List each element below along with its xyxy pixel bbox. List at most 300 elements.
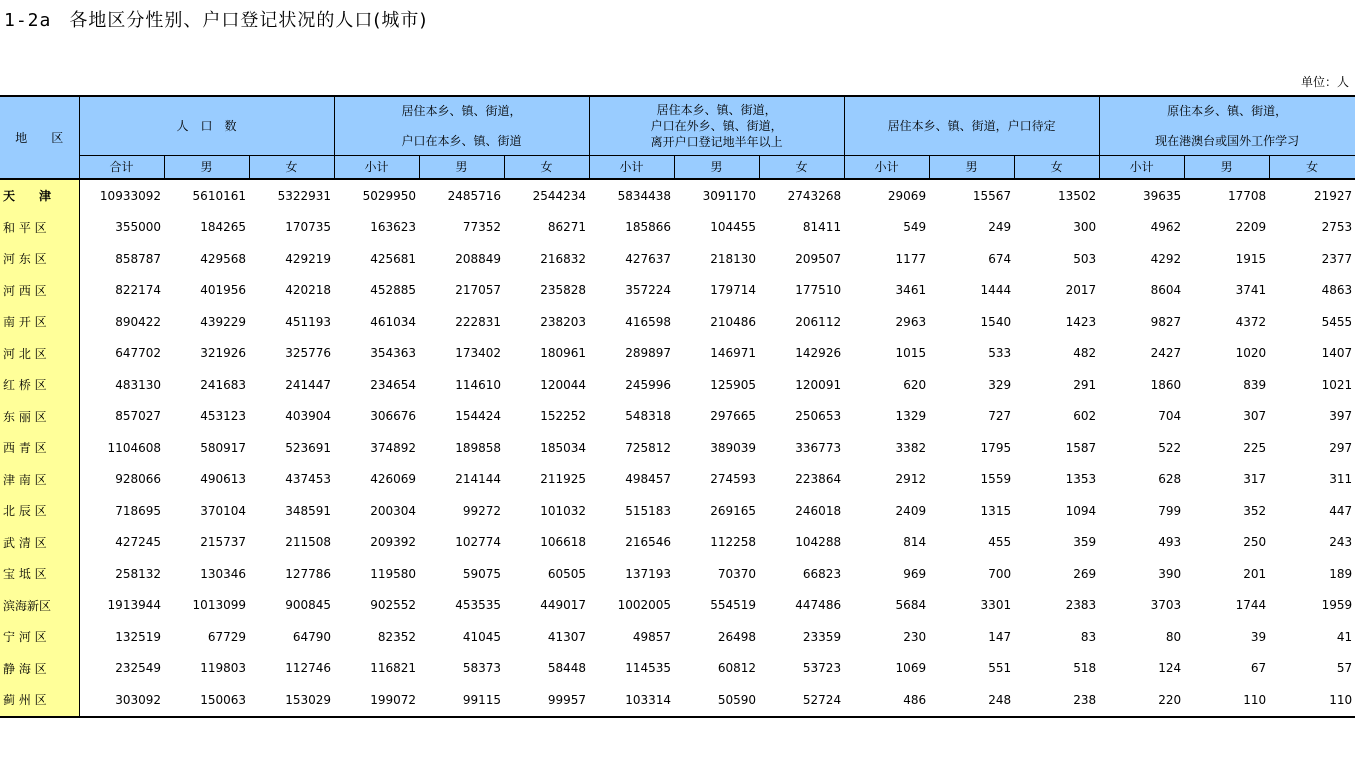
cell-value: 523691 (285, 440, 332, 455)
cell-value: 397 (1329, 409, 1353, 424)
page-title (4, 6, 427, 32)
cell-value: 41307 (547, 629, 587, 644)
cell-value: 49857 (632, 629, 672, 644)
cell-value: 1020 (1235, 346, 1267, 361)
cell-value: 132519 (115, 629, 161, 644)
cell-value: 82352 (377, 629, 417, 644)
region-name: 河 北 区 (0, 338, 79, 370)
cell-value: 307 (1243, 409, 1267, 424)
sub-header-row (0, 156, 1355, 180)
group-header-line: 居住本乡、镇、街道， (401, 104, 522, 118)
cell-value: 39 (1250, 629, 1267, 644)
table-code: 1-2a (4, 10, 52, 31)
cell-value: 289897 (625, 346, 672, 361)
cell-value: 799 (1158, 503, 1182, 518)
cell-value: 2743268 (759, 179, 844, 212)
cell-value: 53723 (802, 661, 842, 676)
cell-value: 5322931 (249, 179, 334, 212)
cell-value: 209392 (370, 535, 417, 550)
group-header-line: 居住本乡、镇、街道，户口待定 (887, 119, 1056, 133)
sub-header: 小计 (334, 156, 419, 180)
cell-value: 1915 (1235, 251, 1267, 266)
cell-value: 119803 (200, 661, 246, 676)
cell-value: 455 (988, 535, 1012, 550)
sub-header: 女 (249, 156, 334, 180)
cell-value: 200304 (370, 503, 417, 518)
cell-value: 4372 (1235, 314, 1267, 329)
cell-value: 41 (1336, 629, 1353, 644)
cell-value: 59075 (462, 566, 502, 581)
group-header-line: 现在港澳台或国外工作学习 (1155, 134, 1300, 148)
cell-value: 232549 (115, 661, 161, 676)
cell-value: 235828 (540, 283, 587, 298)
cell-value: 222831 (455, 314, 502, 329)
cell-value: 498457 (625, 472, 672, 487)
cell-value: 269 (1073, 566, 1097, 581)
cell-value: 26498 (717, 629, 757, 644)
cell-value: 250 (1243, 535, 1267, 550)
cell-value: 120044 (540, 377, 587, 392)
cell-value: 1094 (1065, 503, 1097, 518)
cell-value: 311 (1329, 472, 1353, 487)
cell-value: 223864 (795, 472, 842, 487)
cell-value: 426069 (370, 472, 417, 487)
cell-value: 52724 (759, 684, 844, 717)
cell-value: 427245 (115, 535, 161, 550)
cell-value: 86271 (547, 220, 587, 235)
table-row (0, 338, 1355, 370)
cell-value: 1407 (1321, 346, 1353, 361)
region-name: 和 平 区 (0, 212, 79, 244)
region-name: 静 海 区 (0, 653, 79, 685)
cell-value: 116821 (370, 661, 417, 676)
cell-value: 403904 (285, 409, 332, 424)
table-row (0, 179, 1355, 212)
group-header-hukou-pending (844, 96, 1099, 156)
region-name: 西 青 区 (0, 432, 79, 464)
cell-value: 210486 (710, 314, 757, 329)
cell-value: 822174 (115, 283, 161, 298)
cell-value: 551 (988, 661, 1012, 676)
cell-value: 39635 (1099, 179, 1184, 212)
cell-value: 3091170 (674, 179, 759, 212)
cell-value: 147 (988, 629, 1012, 644)
table-row (0, 495, 1355, 527)
region-name: 南 开 区 (0, 306, 79, 338)
group-header-local-hukou (334, 96, 589, 156)
cell-value: 225 (1243, 440, 1267, 455)
cell-value: 1959 (1321, 598, 1353, 613)
cell-value: 297 (1329, 440, 1353, 455)
cell-value: 3703 (1150, 598, 1182, 613)
cell-value: 238203 (540, 314, 587, 329)
cell-value: 354363 (370, 346, 417, 361)
cell-value: 211925 (540, 472, 587, 487)
cell-value: 184265 (200, 220, 246, 235)
cell-value: 674 (988, 251, 1012, 266)
cell-value: 427637 (625, 251, 672, 266)
cell-value: 2383 (1065, 598, 1097, 613)
cell-value: 120091 (795, 377, 842, 392)
cell-value: 439229 (200, 314, 246, 329)
sub-header: 合计 (79, 156, 164, 180)
cell-value: 23359 (802, 629, 842, 644)
cell-value: 355000 (115, 220, 161, 235)
region-name: 河 西 区 (0, 275, 79, 307)
sub-header: 男 (419, 156, 504, 180)
cell-value: 29069 (844, 179, 929, 212)
region-name: 宁 河 区 (0, 621, 79, 653)
cell-value: 206112 (795, 314, 842, 329)
cell-value: 300 (1073, 220, 1097, 235)
cell-value: 5610161 (164, 179, 249, 212)
cell-value: 359 (1073, 535, 1097, 550)
cell-value: 727 (988, 409, 1012, 424)
table-row (0, 653, 1355, 685)
cell-value: 112746 (285, 661, 332, 676)
cell-value: 10933092 (79, 179, 164, 212)
table-row (0, 590, 1355, 622)
cell-value: 628 (1158, 472, 1182, 487)
cell-value: 70370 (717, 566, 757, 581)
cell-value: 2209 (1235, 220, 1267, 235)
cell-value: 2017 (1065, 283, 1097, 298)
table-row (0, 212, 1355, 244)
cell-value: 127786 (285, 566, 332, 581)
cell-value: 5834438 (589, 179, 674, 212)
cell-value: 420218 (285, 283, 332, 298)
table-row (0, 401, 1355, 433)
group-header-line: 户口在本乡、镇、街道 (401, 134, 522, 148)
cell-value: 348591 (285, 503, 332, 518)
cell-value: 220 (1099, 684, 1184, 717)
cell-value: 50590 (674, 684, 759, 717)
cell-value: 101032 (540, 503, 587, 518)
cell-value: 533 (988, 346, 1012, 361)
cell-value: 2409 (895, 503, 927, 518)
cell-value: 447 (1329, 503, 1353, 518)
cell-value: 1559 (980, 472, 1012, 487)
cell-value: 99272 (462, 503, 502, 518)
table-body (0, 179, 1355, 717)
cell-value: 486 (844, 684, 929, 717)
cell-value: 700 (988, 566, 1012, 581)
cell-value: 447486 (795, 598, 842, 613)
cell-value: 103314 (589, 684, 674, 717)
cell-value: 580917 (200, 440, 246, 455)
cell-value: 137193 (625, 566, 672, 581)
cell-value: 306676 (370, 409, 417, 424)
cell-value: 2485716 (419, 179, 504, 212)
cell-value: 518 (1073, 661, 1097, 676)
cell-value: 291 (1073, 377, 1097, 392)
cell-value: 173402 (455, 346, 502, 361)
cell-value: 1013099 (192, 598, 246, 613)
table-row (0, 369, 1355, 401)
cell-value: 209507 (795, 251, 842, 266)
cell-value: 80 (1165, 629, 1182, 644)
group-header-line: 原住本乡、镇、街道， (1167, 104, 1288, 118)
cell-value: 114610 (455, 377, 502, 392)
cell-value: 317 (1243, 472, 1267, 487)
cell-value: 125905 (710, 377, 757, 392)
cell-value: 177510 (795, 283, 842, 298)
cell-value: 57 (1336, 661, 1353, 676)
cell-value: 217057 (455, 283, 502, 298)
sub-header: 男 (674, 156, 759, 180)
group-header-line: 户口在外乡、镇、街道， (650, 119, 783, 133)
table-row (0, 464, 1355, 496)
cell-value: 1104608 (107, 440, 161, 455)
cell-value: 1353 (1065, 472, 1097, 487)
cell-value: 114535 (625, 661, 672, 676)
cell-value: 389039 (710, 440, 757, 455)
cell-value: 8604 (1150, 283, 1182, 298)
cell-value: 3301 (980, 598, 1012, 613)
cell-value: 839 (1243, 377, 1267, 392)
sub-header: 女 (759, 156, 844, 180)
cell-value: 99957 (504, 684, 589, 717)
cell-value: 321926 (200, 346, 246, 361)
cell-value: 437453 (285, 472, 332, 487)
cell-value: 902552 (370, 598, 417, 613)
cell-value: 647702 (115, 346, 161, 361)
cell-value: 718695 (115, 503, 161, 518)
cell-value: 2753 (1321, 220, 1353, 235)
cell-value: 241683 (200, 377, 246, 392)
sub-header: 男 (1184, 156, 1269, 180)
region-name: 蓟 州 区 (0, 684, 79, 717)
table-row (0, 558, 1355, 590)
cell-value: 214144 (455, 472, 502, 487)
cell-value: 303092 (79, 684, 164, 717)
cell-value: 857027 (115, 409, 161, 424)
cell-value: 66823 (802, 566, 842, 581)
unit-label: 单位：人 (1300, 75, 1349, 89)
cell-value: 124 (1158, 661, 1182, 676)
cell-value: 3382 (895, 440, 927, 455)
cell-value: 246018 (795, 503, 842, 518)
cell-value: 5029950 (334, 179, 419, 212)
cell-value: 1444 (980, 283, 1012, 298)
cell-value: 461034 (370, 314, 417, 329)
cell-value: 99115 (419, 684, 504, 717)
cell-value: 297665 (710, 409, 757, 424)
sub-header: 男 (164, 156, 249, 180)
cell-value: 258132 (115, 566, 161, 581)
cell-value: 104455 (710, 220, 757, 235)
sub-header: 小计 (844, 156, 929, 180)
cell-value: 104288 (795, 535, 842, 550)
cell-value: 13502 (1014, 179, 1099, 212)
cell-value: 370104 (200, 503, 246, 518)
cell-value: 185034 (540, 440, 587, 455)
region-header: 地 区 (0, 96, 79, 179)
cell-value: 64790 (292, 629, 332, 644)
cell-value: 199072 (334, 684, 419, 717)
cell-value: 416598 (625, 314, 672, 329)
cell-value: 329 (988, 377, 1012, 392)
cell-value: 969 (903, 566, 927, 581)
cell-value: 41045 (462, 629, 502, 644)
table-title: 各地区分性别、户口登记状况的人口(城市) (69, 10, 428, 31)
region-name: 津 南 区 (0, 464, 79, 496)
cell-value: 2427 (1150, 346, 1182, 361)
cell-value: 241447 (285, 377, 332, 392)
table-row (0, 243, 1355, 275)
cell-value: 352 (1243, 503, 1267, 518)
cell-value: 425681 (370, 251, 417, 266)
sub-header: 男 (929, 156, 1014, 180)
cell-value: 4863 (1321, 283, 1353, 298)
cell-value: 3741 (1235, 283, 1267, 298)
sub-header: 小计 (589, 156, 674, 180)
cell-value: 142926 (795, 346, 842, 361)
cell-value: 154424 (455, 409, 502, 424)
table-row (0, 684, 1355, 717)
cell-value: 238 (1014, 684, 1099, 717)
cell-value: 218130 (710, 251, 757, 266)
cell-value: 1021 (1321, 377, 1353, 392)
cell-value: 243 (1329, 535, 1353, 550)
cell-value: 451193 (285, 314, 332, 329)
cell-value: 4962 (1150, 220, 1182, 235)
cell-value: 4292 (1150, 251, 1182, 266)
cell-value: 890422 (115, 314, 161, 329)
cell-value: 58373 (462, 661, 502, 676)
cell-value: 1315 (980, 503, 1012, 518)
cell-value: 216546 (625, 535, 672, 550)
cell-value: 249 (988, 220, 1012, 235)
cell-value: 170735 (285, 220, 332, 235)
cell-value: 3461 (895, 283, 927, 298)
table-row (0, 306, 1355, 338)
cell-value: 234654 (370, 377, 417, 392)
cell-value: 357224 (625, 283, 672, 298)
cell-value: 453535 (455, 598, 502, 613)
cell-value: 130346 (200, 566, 246, 581)
cell-value: 1744 (1235, 598, 1267, 613)
cell-value: 725812 (625, 440, 672, 455)
cell-value: 106618 (540, 535, 587, 550)
cell-value: 390 (1158, 566, 1182, 581)
cell-value: 60812 (717, 661, 757, 676)
group-header-line: 居住本乡、镇、街道， (656, 103, 777, 117)
cell-value: 163623 (370, 220, 417, 235)
cell-value: 549 (903, 220, 927, 235)
cell-value: 152252 (540, 409, 587, 424)
cell-value: 1795 (980, 440, 1012, 455)
group-header-line: 离开户口登记地半年以上 (650, 135, 783, 149)
population-table (0, 95, 1355, 718)
cell-value: 2963 (895, 314, 927, 329)
sub-header: 女 (1269, 156, 1355, 180)
cell-value: 208849 (455, 251, 502, 266)
cell-value: 269165 (710, 503, 757, 518)
table-row (0, 432, 1355, 464)
cell-value: 77352 (462, 220, 502, 235)
cell-value: 15567 (929, 179, 1014, 212)
cell-value: 2912 (895, 472, 927, 487)
cell-value: 620 (903, 377, 927, 392)
region-name: 滨海新区 (0, 590, 79, 622)
cell-value: 374892 (370, 440, 417, 455)
group-header-population (79, 96, 334, 156)
cell-value: 58448 (547, 661, 587, 676)
table-row (0, 621, 1355, 653)
cell-value: 928066 (115, 472, 161, 487)
cell-value: 325776 (285, 346, 332, 361)
cell-value: 1015 (895, 346, 927, 361)
cell-value: 336773 (795, 440, 842, 455)
cell-value: 515183 (625, 503, 672, 518)
cell-value: 493 (1158, 535, 1182, 550)
cell-value: 83 (1080, 629, 1097, 644)
cell-value: 9827 (1150, 314, 1182, 329)
cell-value: 215737 (200, 535, 246, 550)
cell-value: 522 (1158, 440, 1182, 455)
cell-value: 180961 (540, 346, 587, 361)
sub-header: 女 (1014, 156, 1099, 180)
cell-value: 189858 (455, 440, 502, 455)
cell-value: 490613 (200, 472, 246, 487)
cell-value: 67729 (207, 629, 246, 644)
cell-value: 704 (1158, 409, 1182, 424)
cell-value: 274593 (710, 472, 757, 487)
cell-value: 482 (1073, 346, 1097, 361)
cell-value: 17708 (1184, 179, 1269, 212)
cell-value: 503 (1073, 251, 1097, 266)
cell-value: 401956 (200, 283, 246, 298)
cell-value: 1329 (895, 409, 927, 424)
sub-header: 女 (504, 156, 589, 180)
cell-value: 250653 (795, 409, 842, 424)
cell-value: 1423 (1065, 314, 1097, 329)
cell-value: 452885 (370, 283, 417, 298)
cell-value: 211508 (285, 535, 332, 550)
cell-value: 1002005 (617, 598, 672, 613)
group-header-away-from-hukou (589, 96, 844, 156)
region-name: 东 丽 区 (0, 401, 79, 433)
cell-value: 1587 (1065, 440, 1097, 455)
cell-value: 858787 (115, 251, 161, 266)
cell-value: 60505 (547, 566, 587, 581)
cell-value: 21927 (1269, 179, 1355, 212)
cell-value: 602 (1073, 409, 1097, 424)
cell-value: 150063 (164, 684, 249, 717)
cell-value: 1069 (895, 661, 927, 676)
cell-value: 2544234 (504, 179, 589, 212)
cell-value: 2377 (1321, 251, 1353, 266)
group-header-abroad (1099, 96, 1355, 156)
region-name: 武 清 区 (0, 527, 79, 559)
region-name: 河 东 区 (0, 243, 79, 275)
cell-value: 112258 (710, 535, 757, 550)
cell-value: 102774 (455, 535, 502, 550)
cell-value: 1540 (980, 314, 1012, 329)
cell-value: 189 (1329, 566, 1353, 581)
cell-value: 429568 (200, 251, 246, 266)
region-name: 宝 坻 区 (0, 558, 79, 590)
cell-value: 1860 (1150, 377, 1182, 392)
cell-value: 429219 (285, 251, 332, 266)
cell-value: 245996 (625, 377, 672, 392)
table-row (0, 275, 1355, 307)
sub-header: 小计 (1099, 156, 1184, 180)
cell-value: 201 (1243, 566, 1267, 581)
region-name: 天 津 (0, 179, 79, 212)
cell-value: 5455 (1321, 314, 1353, 329)
